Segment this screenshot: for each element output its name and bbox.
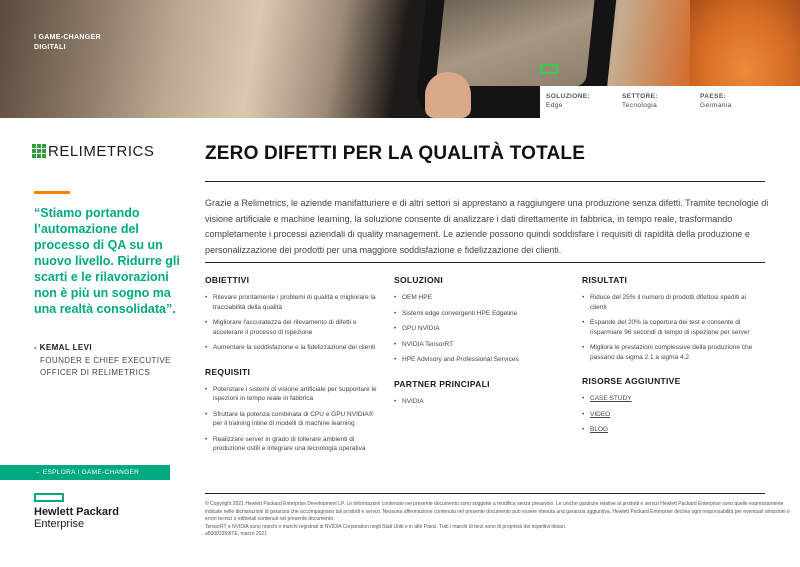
quote-author: - KEMAL LEVI <box>34 343 92 352</box>
obiettivi-list <box>205 293 380 353</box>
column-risultati-risorse <box>582 275 757 441</box>
hero-kicker-line: DIGITALI <box>34 44 66 51</box>
list-item: • Aumentare la soddisfazione e la fidelizzazione dei clienti <box>205 343 380 353</box>
hpe-logo <box>34 493 119 530</box>
list-item: • HPE Advisory and Professional Services <box>394 355 569 365</box>
footer-line: TensorRT e NVIDIA sono marchi o marchi registrati di NVIDIA Corporation negli Stati Uniti e in altri Paesi. Tutti i marchi di terzi sono di proprietà dei rispettivi titolari. <box>205 523 567 530</box>
hero-kicker-line: I GAME-CHANGER <box>34 34 101 41</box>
footer-line: © Copyright 2021 Hewlett Packard Enterprise Development LP. Le informazioni contenute nel presente documento sono soggette a modifica senza preavviso. Le uniche garanzie relative ai prodotti e servizi Hewlett Packard Enterprise sono quelle espressamente indicate nelle dichiarazioni di garanzia che accompagnano tali prodotti e servizi. Nessuna affermazione contenuta nel presente documento può essere ritenuta una garanzia aggiuntiva. Hewlett Packard Enterprise declina ogni responsabilità per eventuali omissioni o errori tecnici o editoriali contenuti nel presente documento. <box>205 501 790 522</box>
case-study-link[interactable]: • CASE STUDY <box>582 394 757 404</box>
requisiti-list <box>205 385 380 454</box>
list-item: • Espande del 20% la copertura dei test e consente di risparmiare 96 secondi di tempo di ispezione per server <box>582 318 757 337</box>
partner-list <box>394 397 569 407</box>
hero-meta <box>540 86 800 118</box>
meta-value: Tecnologia <box>622 102 658 109</box>
blog-link[interactable]: • BLOG <box>582 425 757 435</box>
partner-heading: PARTNER PRINCIPALI <box>394 378 490 389</box>
list-item: • Migliorare l'accuratezza del rilevamento di difetti e accelerare il processo di ispezione <box>205 318 380 337</box>
soluzioni-heading: SOLUZIONI <box>394 275 443 285</box>
list-item: • Migliora le prestazioni complessive della produzione che passano da sigma 2.1 a sigma 4.2 <box>582 343 757 362</box>
risultati-list <box>582 293 757 362</box>
list-item: • Rilevare prontamente i problemi di qualità e migliorare la tracciabilità della qualità <box>205 293 380 312</box>
meta-value: Edge <box>546 102 563 109</box>
list-item: • OEM HPE <box>394 293 569 303</box>
list-item: • GPU NVIDIA <box>394 324 569 334</box>
intro-divider <box>205 262 765 263</box>
column-obiettivi-requisiti <box>205 275 380 460</box>
risorse-list <box>582 394 757 435</box>
intro-paragraph: Grazie a Relimetrics, le aziende manifatturiere e di altri settori si apprestano a raggiungere una produzione senza difetti. Tramite tecnologie di visione artificiale e machine learning, la soluzione consente di analizzare i dati direttamente in fabbrica, in tempo reale, trasformando completamente i processi aziendali di quality management. Le aziende possono quindi soddisfare i requisiti di rapidità della produzione e personalizzazione dei prodotti per una maggiore soddisfazione e fidelizzazione dei clienti. <box>205 198 769 255</box>
hpe-logo-line2: Enterprise <box>34 518 85 530</box>
customer-quote: “Stiamo portando l’automazione del processo di QA su un nuovo livello. Ridurre gli scarti e le rilavorazioni non è più un sogno ma una realtà consolidata”. <box>34 206 180 316</box>
list-item: • Riduce del 25% il numero di prodotti difettosi spediti ai clienti <box>582 293 757 312</box>
tablet-screen <box>435 0 594 86</box>
page-title: ZERO DIFETTI PER LA QUALITÀ TOTALE <box>205 143 586 164</box>
quote-author-title: FOUNDER E CHIEF EXECUTIVE OFFICER DI RELIMETRICS <box>40 356 171 377</box>
column-soluzioni-partner <box>394 275 569 412</box>
hero-banner <box>0 0 800 118</box>
hpe-logo-line1: Hewlett Packard <box>34 506 119 518</box>
list-item: • Sistemi edge convergenti HPE Edgeline <box>394 309 569 319</box>
list-item: • Potenziare i sistemi di visione artificiale per supportare le ispezioni in tempo reale in fabbrica <box>205 385 380 404</box>
video-link[interactable]: • VIDEO <box>582 410 757 420</box>
list-item: • NVIDIA TensorRT <box>394 340 569 350</box>
list-item: • Realizzare server in grado di tollerare ambienti di produzione ostili e integrare una tecnologia operativa <box>205 435 380 454</box>
meta-label: PAESE: <box>700 93 727 100</box>
accent-bar <box>34 191 70 194</box>
relimetrics-logo-icon <box>32 144 46 158</box>
explore-link[interactable]: → ESPLORA I GAME-CHANGER DIGITALI <box>0 465 170 480</box>
meta-soluzione <box>546 92 590 110</box>
risorse-heading: RISORSE AGGIUNTIVE <box>582 376 681 386</box>
soluzioni-list <box>394 293 569 365</box>
list-item: • Sfruttare la potenza combinata di CPU e GPU NVIDIA® per il training inline di modelli di machine learning <box>205 410 380 429</box>
meta-value: Germania <box>700 102 732 109</box>
footer-line: a50003359ITE, marzo 2021 <box>205 531 267 537</box>
meta-settore <box>622 92 658 110</box>
relimetrics-logo <box>32 142 154 160</box>
hand-image <box>425 72 471 118</box>
meta-label: SOLUZIONE: <box>546 93 591 100</box>
title-divider <box>205 181 765 182</box>
obiettivi-heading: OBIETTIVI <box>205 275 250 285</box>
requisiti-heading: REQUISITI <box>205 366 251 377</box>
relimetrics-logo-text: RELIMETRICS <box>48 142 155 160</box>
hero-kicker <box>34 33 101 53</box>
legal-footer <box>205 501 790 539</box>
risultati-heading: RISULTATI <box>582 275 628 285</box>
detection-marker <box>540 64 558 74</box>
hpe-logo-icon <box>34 493 64 502</box>
meta-label: SETTORE: <box>622 93 658 100</box>
list-item: • NVIDIA <box>394 397 569 407</box>
footer-divider <box>205 493 765 494</box>
meta-paese <box>700 92 732 110</box>
